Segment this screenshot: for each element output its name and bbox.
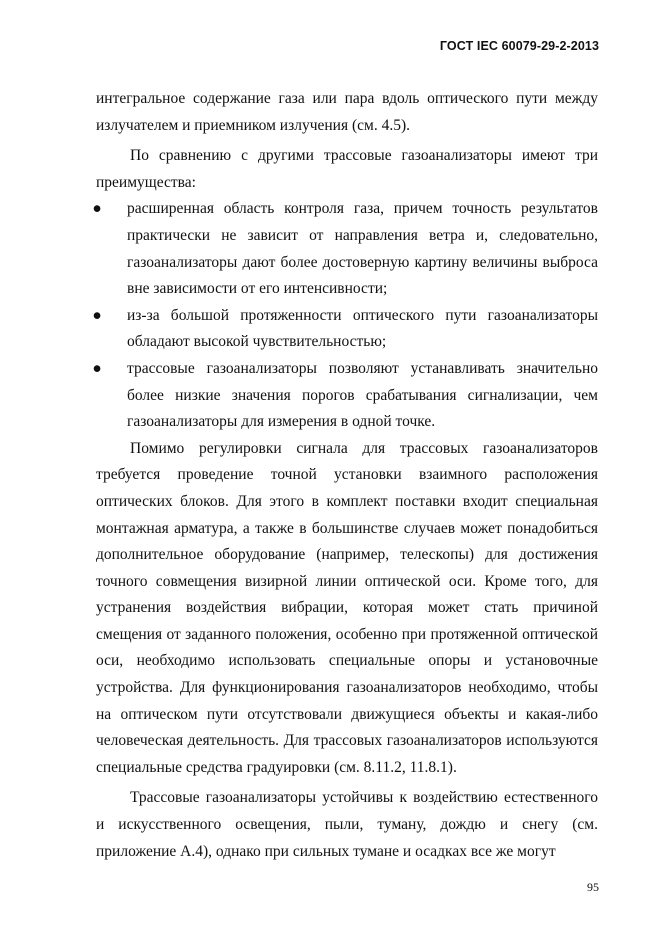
document-body [92,86,598,865]
bullet-icon: ● [92,306,102,324]
bullet-icon: ● [92,200,102,218]
paragraph-continuation: интегральное содержание газа или пара вдоль оптического пути между излучателем и приемником излучения (см. 4.5). [96,90,598,134]
paragraph-resistance: Трассовые газоанализаторы устойчивы к воздействию естественного и искусственного освещения, пыли, туману, дождю и снегу (см. приложение А.4), однако при сильных тумане и осадках все же могут [96,789,598,860]
document-header: ГОСТ IEC 60079-29-2-2013 [439,39,599,53]
list-item [92,303,598,356]
list-item-text: трассовые газоанализаторы позволяют устанавливать значительно более низкие значения порогов срабатывания сигнализации, чем газоанализаторы для измерения в одной точке. [127,359,598,431]
page-number: 95 [587,880,599,894]
advantages-list [92,196,598,435]
paragraph-alignment: Помимо регулировки сигнала для трассовых газоанализаторов требуется проведение точной установки взаимного расположения оптических блоков. Для этого в комплект поставки входит специальная монтажная арматура, а также в большинстве случаев может понадобиться дополнительное оборудование (например, телескопы) для достижения точного совмещения визирной линии оптической оси. Кроме того, для устранения воздействия вибрации, которая может стать причиной смещения от заданного положения, особенно при протяженной оптической оси, необходимо использовать специальные опоры и установочные устройства. Для функционирования газоанализаторов необходимо, чтобы на оптическом пути отсутствовали движущиеся объекты и какая-либо человеческая деятельность. Для трассовых газоанализаторов используются специальные средства градуировки (см. 8.11.2, 11.8.1). [96,439,598,776]
list-item [92,196,598,302]
list-item-text: из-за большой протяженности оптического пути газоанализаторы обладают высокой чувствительностью; [127,306,598,351]
paragraph-advantages-intro: По сравнению с другими трассовые газоанализаторы имеют три преимущества: [96,147,598,191]
bullet-icon: ● [92,359,102,377]
list-item-text: расширенная область контроля газа, причем точность результатов практически не зависит от направления ветра и, следовательно, газоанализаторы дают более достоверную картину величины выброса вне зависимости от его интенсивности; [127,200,598,298]
list-item [92,356,598,436]
